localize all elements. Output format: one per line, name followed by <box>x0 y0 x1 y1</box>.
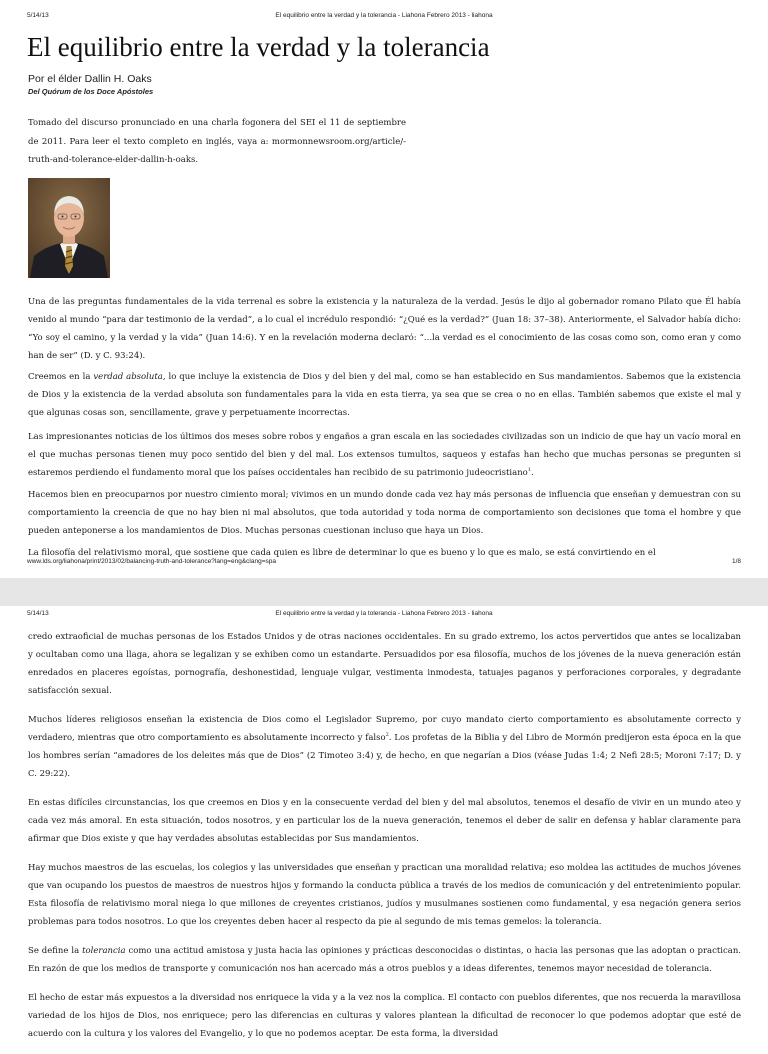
header-title-2: El equilibrio entre la verdad y la tolerancia - Liahona Febrero 2013 - liahona <box>275 610 493 617</box>
paragraph-10-emphasis: tolerancia <box>82 946 126 956</box>
article-author: Por el élder Dallin H. Oaks <box>28 73 152 85</box>
header-title: El equilibrio entre la verdad y la tolerancia - Liahona Febrero 2013 - liahona <box>275 12 493 19</box>
footer-page-number: 1/8 <box>731 558 741 565</box>
paragraph-10-a: Se define la <box>28 946 83 956</box>
paragraph-10 <box>28 942 741 978</box>
running-header-2 <box>27 610 741 622</box>
paragraph-7 <box>28 711 741 783</box>
paragraph-6: credo extraoficial de muchas personas de los Estados Unidos y de otras naciones occidentales. En su grado extremo, los actos pervertidos que antes se localizaban y ocultaban como una llaga, ahora se legalizan y se exhiben como un estandarte. Persuadidos por esa filosofía, muchos de los jóvenes de la nueva generación están enredados en placeres egoístas, pornografía, deshonestidad, lenguaje vulgar, vestimenta inmodesta, tatuajes paganos y perforaciones corporales, y degradante satisfacción sexual. <box>28 632 741 696</box>
header-date-2: 5/14/13 <box>27 610 49 617</box>
footnote-marker-1[interactable]: 1 <box>527 467 531 474</box>
footer-url[interactable]: www.lds.org/liahona/print/2013/02/balancing-truth-and-tolerance?lang=eng&clang=spa <box>27 558 276 565</box>
header-date: 5/14/13 <box>27 12 49 19</box>
print-page-2 <box>0 606 768 1039</box>
paragraph-4: Hacemos bien en preocuparnos por nuestro cimiento moral; vivimos en un mundo donde cada vez hay más personas de influencia que enseñan y demuestran con su comportamiento la creencia de que no hay bien ni mal absolutos, que toda autoridad y toda norma de comportamiento son decisiones que toma el hombre y que pueden anteponerse a los mandamientos de Dios. Muchas personas cuestionan incluso que haya un Dios. <box>28 490 741 536</box>
paragraph-1: Una de las preguntas fundamentales de la vida terrenal es sobre la existencia y la naturaleza de la verdad. Jesús le dijo al gobernador romano Pilato que Él había venido al mundo “para dar testimonio de la verdad”, a lo cual el incrédulo respondió: “¿Qué es la verdad?” (Juan 18: 37–38). Anteriormente, el Salvador había dicho: “Yo soy el camino, y la verdad y la vida” (Juan 14:6). Y en la revelación moderna declaró: “...la verdad es el conocimiento de las cosas como son, como eran y como han de ser” (D. y C. 93:24). <box>28 297 741 361</box>
paragraph-3 <box>28 428 741 482</box>
paragraph-7-b: . Los profetas de la Biblia y del Libro de Mormón predijeron esta época en la que los hombres serían “amadores de los deleites más que de Dios” (2 Timoteo 3:4) y, de hecho, en que negarían a Dios (véase Judas 1:4; 2 Nefi 28:5; Moroni 7:17; D. y C. 29:22). <box>28 733 741 779</box>
paragraph-2-a: Creemos en la <box>28 372 94 382</box>
page-2-body <box>28 628 741 1054</box>
page-footer <box>27 558 741 568</box>
paragraph-7-a: Muchos líderes religiosos enseñan la existencia de Dios como el Legislador Supremo, por cuyo mandato cierto comportamiento es absolutamente correcto y verdadero, mientras que otro comportamiento es absolutamente incorrecto y falso <box>28 715 741 743</box>
paragraph-3-end: . <box>531 468 534 478</box>
page-separator <box>0 578 768 606</box>
paragraph-2 <box>28 368 741 422</box>
paragraph-11: El hecho de estar más expuestos a la diversidad nos enriquece la vida y a la vez nos la complica. El contacto con pueblos diferentes, que nos recuerda la maravillosa variedad de los hijos de Dios, nos enriquece; pero las diferencias en culturas y valores plantean la dificultad de reconocer lo que podemos adoptar que esté de acuerdo con la cultura y los valores del Evangelio, y lo que no podemos aceptar. De esta forma, la diversidad <box>28 993 741 1039</box>
intro-note: Tomado del discurso pronunciado en una charla fogonera del SEI el 11 de septiembre de 2011. Para leer el texto completo en inglés, vaya a: mormonnewsroom.org/article/-truth-and-tolerance-elder-dallin-h-oaks. <box>28 118 406 165</box>
paragraph-2-b: , lo que incluye la existencia de Dios y del bien y del mal, como se han establecido en Sus mandamientos. Sabemos que la existencia de Dios y la existencia de la verdad absoluta son fundamentales para la vida en esta tierra, ya sea que se crea o no en ellas. También sabemos que existe el mal y que algunas cosas son, sencillamente, grave y perpetuamente incorrectas. <box>28 372 741 418</box>
author-role: Del Quórum de los Doce Apóstoles <box>28 87 154 96</box>
paragraph-8: En estas difíciles circunstancias, los que creemos en Dios y en la consecuente verdad del bien y del mal absolutos, tenemos el desafío de vivir en un mundo ateo y cada vez más amoral. En esta situación, todos nosotros, y en particular los de la nueva generación, tenemos el deber de salir en defensa y hablar claramente para afirmar que Dios existe y que hay verdades absolutas establecidas por Sus mandamientos. <box>28 798 741 844</box>
paragraph-9: Hay muchos maestros de las escuelas, los colegios y las universidades que enseñan y practican una moralidad relativa; eso moldea las actitudes de muchos jóvenes que van ocupando los puestos de maestros de nuestros hijos y formando la conducta pública a través de los medios de comunicación y del entretenimiento popular. Esta filosofía de relativismo moral niega lo que millones de creyentes cristianos, judíos y musulmanes sostienen como fundamental, y esa negación genera serios problemas para todos nosotros. Lo que los creyentes deben hacer al respecto da pie al segundo de mis temas gemelos: la tolerancia. <box>28 863 741 927</box>
author-portrait <box>28 178 110 278</box>
article-title: El equilibrio entre la verdad y la tolerancia <box>27 32 490 62</box>
footnote-marker-2[interactable]: 2 <box>385 732 389 739</box>
running-header <box>27 12 741 24</box>
paragraph-10-b: como una actitud amistosa y justa hacia las opiniones y prácticas desconocidas o distintas, o hacia las personas que las adoptan o practican. En razón de que los medios de transporte y comunicación nos han acercado más a otros pueblos y a ideas diferentes, tenemos mayor necesidad de tolerancia. <box>28 946 741 974</box>
paragraph-3-text: Las impresionantes noticias de los últimos dos meses sobre robos y engaños a gran escala en las sociedades civilizadas son un indicio de que hay un vacío moral en el que muchas personas tienen muy poco sentido del bien y del mal. Los extensos tumultos, saqueos y estafas han hecho que muchas personas se pregunten si estaremos perdiendo el fundamento moral que los países occidentales han recibido de su patrimonio judeocristiano <box>28 432 741 478</box>
paragraph-5: La filosofía del relativismo moral, que sostiene que cada quien es libre de determinar lo que es bueno y lo que es malo, se está convirtiendo en el <box>28 548 656 558</box>
portrait-image <box>28 178 110 278</box>
paragraph-2-emphasis: verdad absoluta <box>93 372 163 382</box>
